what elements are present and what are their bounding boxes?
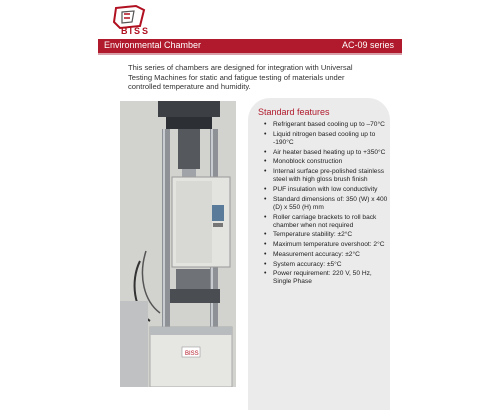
feature-item [264,158,388,166]
feature-item [264,251,388,259]
intro-paragraph: This series of chambers are designed for integration with Universal Testing Machines for static and fatigue testing of materials under controlled temperature and humidity. [128,63,353,92]
logo-text: BISS [121,26,151,36]
feature-text: Measurement accuracy: ±2°C [273,250,360,258]
bullet-icon: • [264,250,267,258]
bullet-icon: • [264,260,267,268]
title-band [98,39,402,53]
bullet-icon: • [264,158,267,166]
feature-item [264,149,388,157]
features-list [264,121,388,288]
feature-item [264,121,388,129]
feature-item [264,261,388,269]
bullet-icon: • [264,121,267,128]
feature-text: Internal surface pre-polished stainless steel with high gloss brush finish [273,168,385,184]
feature-text: Refrigerant based cooling up to –70°C [273,121,385,128]
feature-item [264,231,388,239]
series-label: AC-09 series [341,40,394,50]
feature-text: Air heater based heating up to +350°C [273,148,386,156]
bullet-icon: • [264,185,267,193]
feature-item [264,168,388,184]
feature-text: Monoblock construction [273,158,343,166]
bullet-icon: • [264,231,267,239]
page-title: Environmental Chamber [104,40,202,50]
environmental-chamber-machine-image [120,101,236,387]
feature-text: PUF insulation with low conductivity [273,185,378,193]
feature-text: Roller carriage brackets to roll back chamber when not required [273,213,377,229]
bullet-icon: • [264,213,267,221]
title-band-underline [98,53,402,55]
feature-item [264,241,388,249]
feature-text: System accuracy: ±5°C [273,260,342,268]
bullet-icon: • [264,241,267,249]
features-title: Standard features [258,107,330,117]
feature-text: Power requirement: 220 V, 50 Hz, Single Phase [273,270,372,286]
bullet-icon: • [264,270,267,278]
feature-text: Liquid nitrogen based cooling up to -190°C [273,130,376,146]
feature-text: Standard dimensions of: 350 (W) x 400 (D) x 550 (H) mm [273,195,388,211]
feature-item [264,186,388,194]
feature-item [264,214,388,230]
feature-item [264,196,388,212]
bullet-icon: • [264,195,267,203]
feature-item [264,131,388,147]
feature-text: Maximum temperature overshoot: 2°C [273,241,385,249]
bullet-icon: • [264,130,267,138]
product-photo [120,101,236,387]
feature-item [264,270,388,286]
feature-text: Temperature stability: ±2°C [273,231,353,239]
bullet-icon: • [264,168,267,176]
bullet-icon: • [264,148,267,156]
machine-badge: BISS [185,351,199,357]
